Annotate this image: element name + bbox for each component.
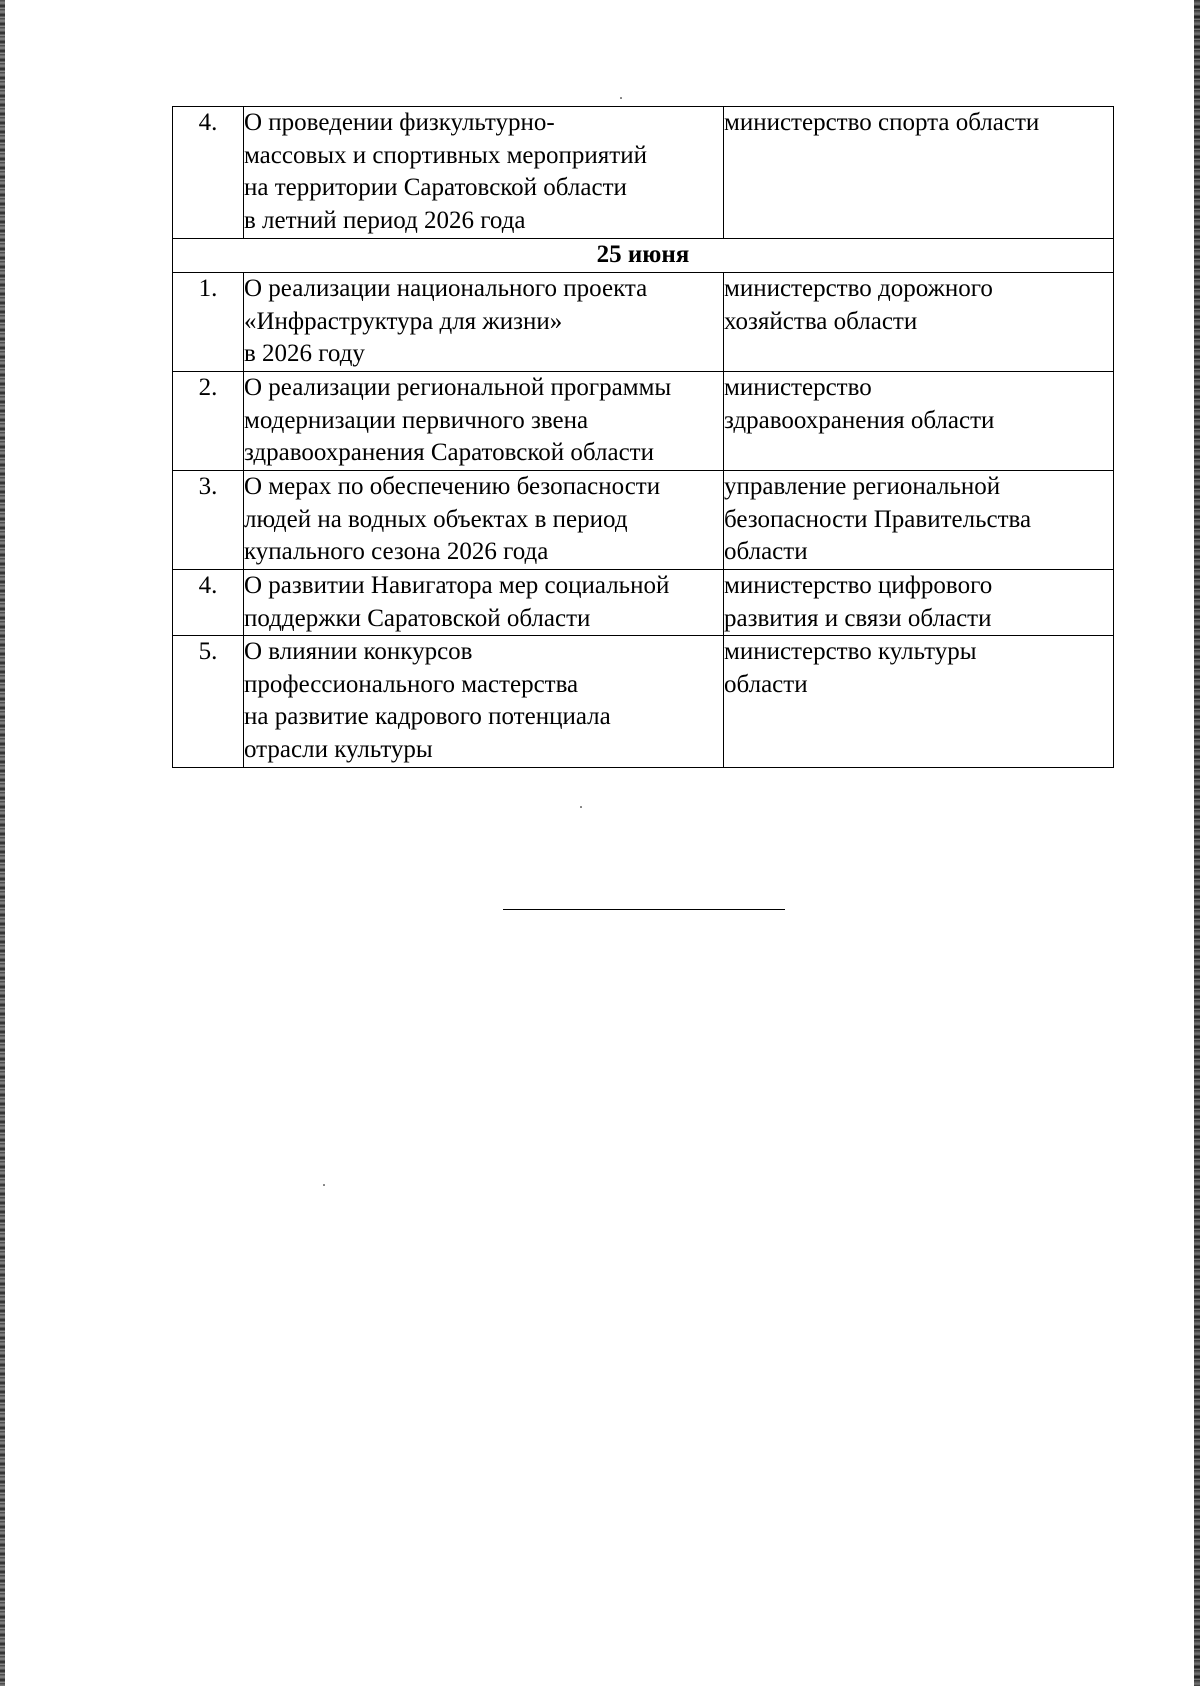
item-topic-text: О мерах по обеспечению безопасности людей на водных объектах в период купального сезона 2026 года	[244, 473, 661, 565]
item-topic-text: О влиянии конкурсов профессионального мастерства на развитие кадрового потенциала отрасли культуры	[244, 638, 611, 763]
scan-edge-left	[0, 0, 5, 1686]
item-topic	[244, 636, 724, 768]
date-row	[173, 239, 1114, 273]
scan-speck	[323, 1184, 325, 1186]
table-row	[173, 471, 1114, 570]
item-topic	[244, 107, 724, 239]
item-topic	[244, 273, 724, 372]
table-row	[173, 636, 1114, 768]
table-row	[173, 107, 1114, 239]
item-responsible-text: министерство здравоохранения области	[724, 374, 995, 434]
item-number: 4.	[173, 107, 244, 239]
scan-speck	[580, 806, 582, 808]
item-topic	[244, 471, 724, 570]
item-responsible	[724, 107, 1114, 239]
item-topic-text: О реализации национального проекта «Инфраструктура для жизни» в 2026 году	[244, 275, 648, 367]
item-number: 3.	[173, 471, 244, 570]
table-row	[173, 570, 1114, 636]
table-row	[173, 273, 1114, 372]
item-number: 1.	[173, 273, 244, 372]
item-responsible-text: министерство спорта области	[724, 109, 1040, 136]
item-topic-text: О развитии Навигатора мер социальной поддержки Саратовской области	[244, 572, 670, 632]
item-responsible	[724, 471, 1114, 570]
item-topic	[244, 570, 724, 636]
item-responsible	[724, 372, 1114, 471]
table-row	[173, 372, 1114, 471]
item-number: 4.	[173, 570, 244, 636]
item-responsible	[724, 636, 1114, 768]
item-responsible-text: управление региональной безопасности Правительства области	[724, 473, 1032, 565]
item-number: 2.	[173, 372, 244, 471]
item-responsible	[724, 273, 1114, 372]
item-topic	[244, 372, 724, 471]
agenda-table	[172, 106, 1114, 768]
item-responsible-text: министерство культуры области	[724, 638, 977, 698]
item-number: 5.	[173, 636, 244, 768]
scan-speck	[620, 97, 622, 99]
item-topic-text: О реализации региональной программы модернизации первичного звена здравоохранения Саратовской области	[244, 374, 672, 466]
scan-edge-right	[1194, 0, 1200, 1686]
item-responsible	[724, 570, 1114, 636]
item-responsible-text: министерство дорожного хозяйства области	[724, 275, 993, 335]
closing-rule	[503, 909, 785, 910]
section-date: 25 июня	[173, 239, 1114, 273]
item-topic-text: О проведении физкультурно- массовых и спортивных мероприятий на территории Саратовской области в летний период 2026 года	[244, 109, 647, 234]
item-responsible-text: министерство цифрового развития и связи области	[724, 572, 993, 632]
